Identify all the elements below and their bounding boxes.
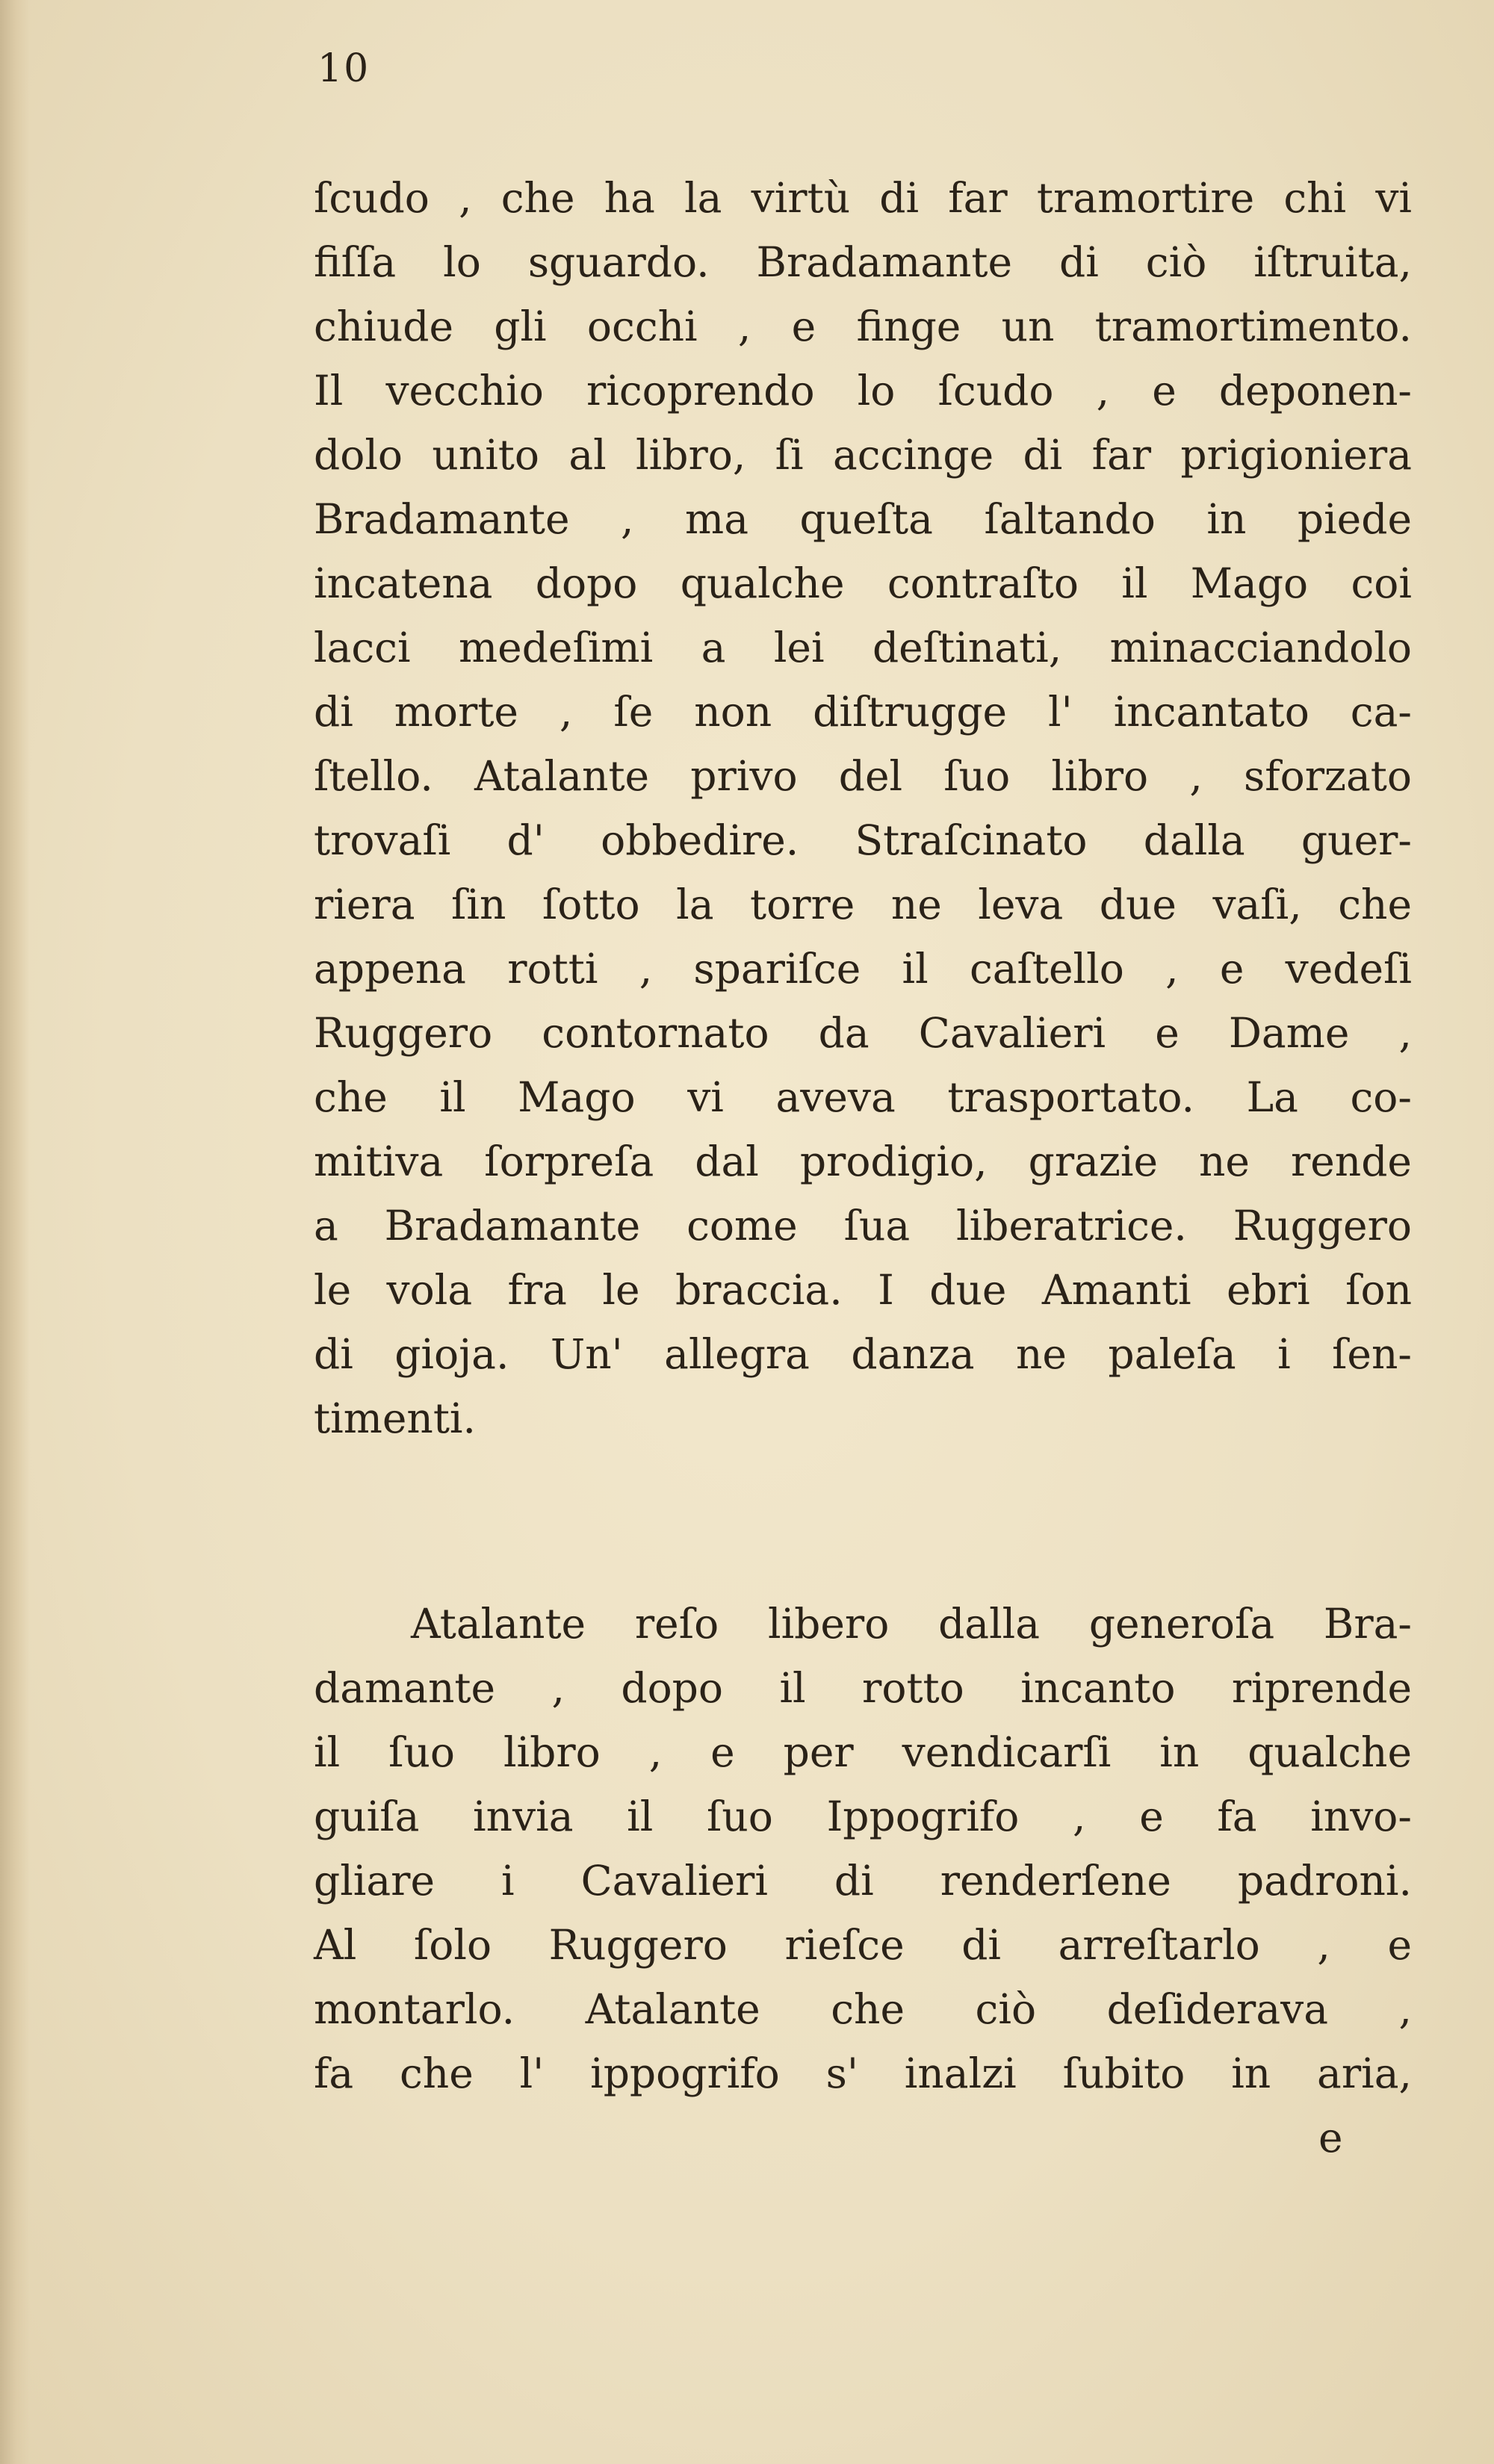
text-line: riera ſin ſotto la torre ne leva due vaſi, che	[314, 881, 1412, 928]
text-line: a Bradamante come ſua liberatrice. Ruggero	[314, 1202, 1412, 1250]
text-line: gliare i Cavalieri di renderſene padroni.	[314, 1857, 1412, 1905]
text-line: timenti.	[314, 1394, 476, 1442]
text-line: fiſſa lo sguardo. Bradamante di ciò iſtruita,	[314, 238, 1412, 286]
text-line: lacci medeſimi a lei deſtinati, minacciandolo	[314, 624, 1412, 671]
text-line: fa che l' ippogrifo s' inalzi ſubito in aria,	[314, 2049, 1412, 2097]
text-line: che il Mago vi aveva trasportato. La co-	[314, 1073, 1412, 1121]
text-line: guiſa invia il ſuo Ippogrifo , e fa invo-	[314, 1793, 1412, 1840]
text-line: appena rotti , spariſce il caſtello , e vedeſi	[314, 945, 1412, 993]
text-line: dolo unito al libro, ſi accinge di far prigioniera	[314, 431, 1412, 479]
text-line: ſcudo , che ha la virtù di far tramortire chi vi	[314, 174, 1412, 222]
text-line: ſtello. Atalante privo del ſuo libro , sforzato	[314, 752, 1412, 800]
paragraph-2	[314, 1592, 1412, 2105]
text-line: il ſuo libro , e per vendicarſi in qualche	[314, 1728, 1412, 1776]
text-line: Il vecchio ricoprendo lo ſcudo , e deponen-	[314, 367, 1412, 415]
catchword: e	[1318, 2114, 1343, 2162]
text-line: di gioja. Un' allegra danza ne paleſa i ſen-	[314, 1330, 1412, 1378]
page-binding-edge	[0, 0, 30, 2464]
text-line: le vola fra le braccia. I due Amanti ebri ſon	[314, 1266, 1412, 1314]
text-line: montarlo. Atalante che ciò deſiderava ,	[314, 1985, 1412, 2033]
text-line: Al ſolo Ruggero rieſce di arreſtarlo , e	[314, 1921, 1412, 1969]
text-line: di morte , ſe non diſtrugge l' incantato ca-	[314, 688, 1412, 736]
text-line: Atalante reſo libero dalla generoſa Bra-	[411, 1600, 1412, 1648]
text-line: chiude gli occhi , e finge un tramortimento.	[314, 302, 1412, 350]
text-line: mitiva ſorpreſa dal prodigio, grazie ne rende	[314, 1138, 1412, 1185]
text-line: trovaſi d' obbedire. Straſcinato dalla guer-	[314, 816, 1412, 864]
paragraph-1	[314, 166, 1412, 1450]
text-line: Bradamante , ma queſta ſaltando in piede	[314, 495, 1412, 543]
text-line: damante , dopo il rotto incanto riprende	[314, 1664, 1412, 1712]
text-line: Ruggero contornato da Cavalieri e Dame ,	[314, 1009, 1412, 1057]
page-number: 10	[317, 46, 371, 91]
text-line: incatena dopo qualche contraſto il Mago coi	[314, 559, 1412, 607]
